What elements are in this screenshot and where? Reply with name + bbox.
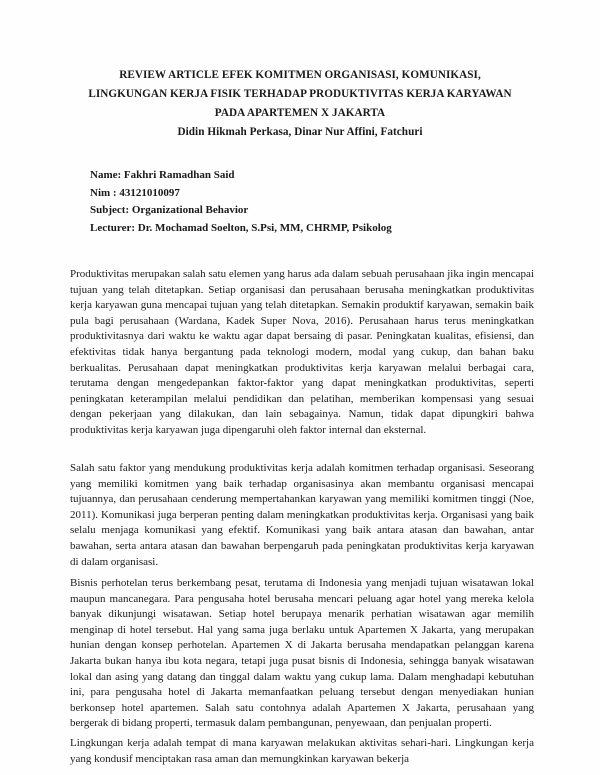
student-nim: Nim : 43121010097	[90, 186, 180, 199]
paragraph: Lingkungan kerja adalah tempat di mana karyawan melakukan aktivitas sehari-hari. Lingkungan kerja yang kondusif menciptakan rasa aman dan memungkinkan karyawan bekerja	[70, 737, 534, 765]
authors: Didin Hikmah Perkasa, Dinar Nur Affini, Fatchuri	[177, 126, 423, 138]
paragraph: Bisnis perhotelan terus berkembang pesat, terutama di Indonesia yang menjadi tujuan wisatawan lokal maupun mancanegara. Para pengusaha hotel berusaha mencari peluang agar hotel yang mereka kelola banyak dikunjungi wisatawan. Setiap hotel berupaya menarik perhatian wisatawan agar memilih menginap di hotel tersebut. Hal yang sama juga berlaku untuk Apartemen X Jakarta, yang merupakan hunian dengan konsep perhotelan. Apartemen X di Jakarta berusaha mendapatkan pelanggan karena Jakarta bukan hanya ibu kota negara, tetapi juga pusat bisnis di Indonesia, sehingga banyak wisatawan lokal dan asing yang datang dan tinggal dalam waktu yang cukup lama. Dalam menghadapi kebutuhan ini, para pengusaha hotel di Jakarta memanfaatkan peluang tersebut dengan menyediakan hunian berkonsep hotel apartemen. Salah satu contohnya adalah Apartemen X Jakarta, perusahaan yang bergerak di bidang properti, termasuk dalam pembangunan, penyewaan, dan penjualan properti.	[70, 577, 534, 730]
student-name: Name: Fakhri Ramadhan Said	[90, 169, 235, 181]
paragraph: Salah satu faktor yang mendukung produktivitas kerja adalah komitmen terhadap organisasi. Seseorang yang memiliki komitmen yang baik terhadap organisasinya akan membantu organisasi mencapai tujuannya, dan perusahaan cenderung mempertahankan karyawan yang memiliki komitmen tinggi (Noe, 2011). Komunikasi juga berperan penting dalam meningkatkan produktivitas kerja. Organisasi yang baik selalu menjaga komunikasi yang efektif. Komunikasi yang baik antara atasan dan bawahan, antar bawahan, serta antara atasan dan bawahan berpengaruh pada peningkatan produktivitas kerja karyawan di dalam organisasi.	[70, 462, 534, 568]
title-line: LINGKUNGAN KERJA FISIK TERHADAP PRODUKTIVITAS KERJA KARYAWAN	[88, 88, 512, 100]
title-block	[60, 66, 540, 142]
course-subject: Subject: Organizational Behavior	[90, 204, 249, 216]
title-line: PADA APARTEMEN X JAKARTA	[214, 107, 386, 119]
lecturer: Lecturer: Dr. Mochamad Soelton, S.Psi, MM, CHRMP, Psikolog	[90, 221, 392, 234]
title-line: REVIEW ARTICLE EFEK KOMITMEN ORGANISASI, KOMUNIKASI,	[119, 69, 481, 81]
paragraph: Produktivitas merupakan salah satu elemen yang harus ada dalam sebuah perusahaan jika ingin mencapai tujuan yang telah ditetapkan. Setiap organisasi dan perusahaan berusaha meningkatkan produktivitas kerja karyawan guna mencapai tujuan yang telah ditetapkan. Semakin produktif karyawan, semakin baik pula bagi perusahaan (Wardana, Kadek Super Nova, 2016). Perusahaan harus terus meningkatkan produktivitasnya dari waktu ke waktu agar dapat bersaing di pasar. Peningkatan kualitas, efisiensi, dan efektivitas tidak hanya bergantung pada teknologi modern, modal yang cukup, dan bahan baku berkualitas. Perusahaan dapat meningkatkan produktivitas kerja karyawan melalui berbagai cara, terutama dengan mengedepankan faktor-faktor yang dapat meningkatkan produktivitas, seperti peningkatan keterampilan melalui pendidikan dan pelatihan, memberikan kompensasi yang sesuai dengan pekerjaan yang dilakukan, dan lain sebagainya. Namun, tidak dapat dipungkiri bahwa produktivitas kerja karyawan juga dipengaruhi oleh faktor internal dan eksternal.	[70, 268, 534, 436]
student-info	[90, 167, 392, 237]
